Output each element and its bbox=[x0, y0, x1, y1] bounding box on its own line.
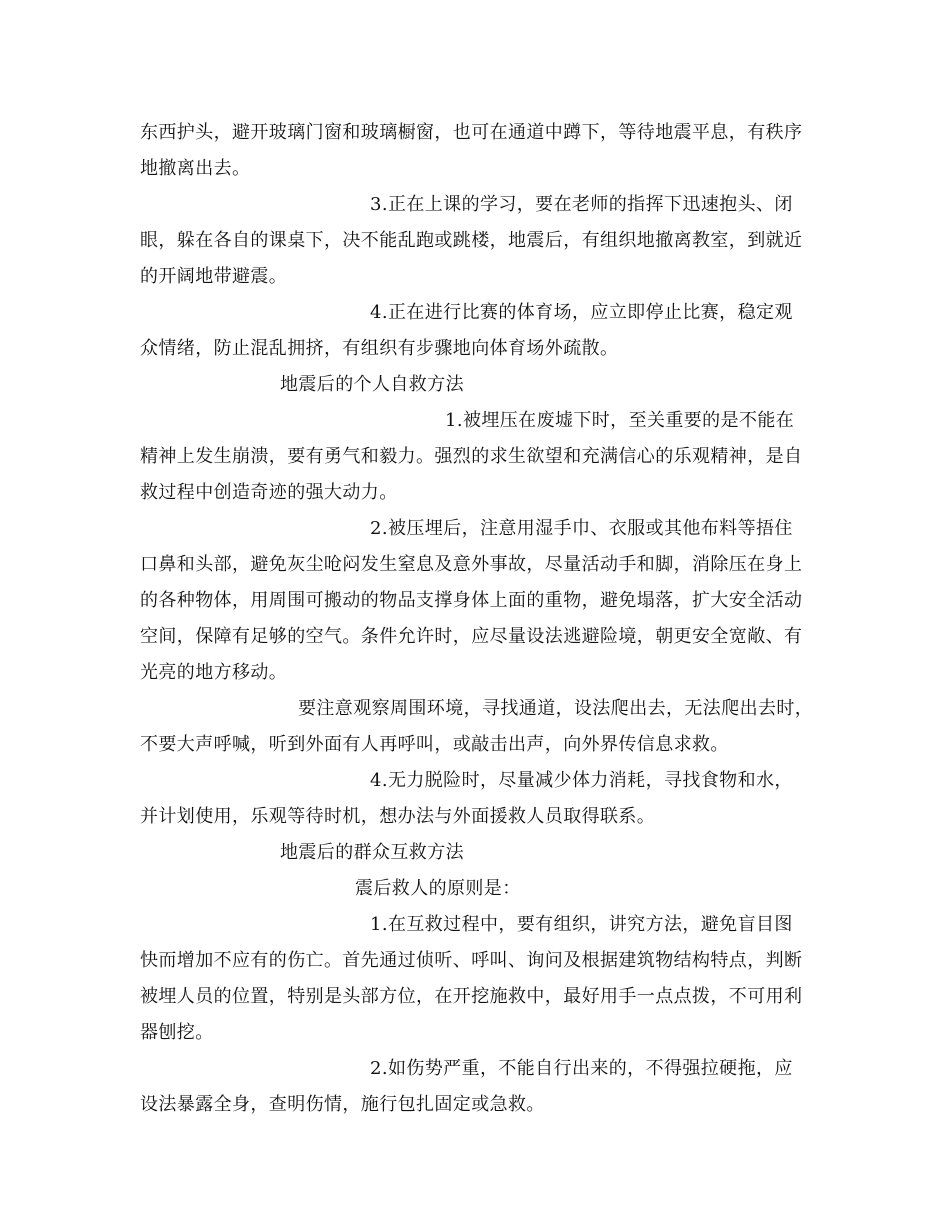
list-item-2: 2.被压埋后，注意用湿手巾、衣服或其他布料等捂住 bbox=[370, 518, 793, 539]
list-item-3: 3.正在上课的学习，要在老师的指挥下迅速抱头、闭 bbox=[370, 194, 793, 215]
list-item-2: 2.如伤势严重，不能自行出来的，不得强拉硬拖，应 bbox=[370, 1058, 793, 1079]
text-line: 器刨挖。 bbox=[140, 1022, 214, 1043]
list-item-4: 4.无力脱险时，尽量减少体力消耗，寻找食物和水， bbox=[370, 770, 793, 791]
text-line: 东西护头，避开玻璃门窗和玻璃橱窗，也可在通道中蹲下，等待地震平息，有秩序 bbox=[140, 122, 803, 143]
text-line: 空间，保障有足够的空气。条件允许时，应尽量设法逃避险境，朝更安全宽敞、有 bbox=[140, 626, 803, 647]
section-heading-self-rescue: 地震后的个人自救方法 bbox=[280, 374, 464, 395]
text-line: 众情绪，防止混乱拥挤，有组织有步骤地向体育场外疏散。 bbox=[140, 338, 619, 359]
text-line: 震后救人的原则是： bbox=[355, 878, 521, 899]
list-item-1: 1.在互救过程中，要有组织，讲究方法，避免盲目图 bbox=[370, 914, 793, 935]
list-item-4: 4.正在进行比赛的体育场，应立即停止比赛，稳定观 bbox=[370, 302, 793, 323]
text-line: 光亮的地方移动。 bbox=[140, 662, 288, 683]
text-line: 设法暴露全身，查明伤情，施行包扎固定或急救。 bbox=[140, 1094, 545, 1115]
text-line: 的各种物体，用周围可搬动的物品支撑身体上面的重物，避免塌落，扩大安全活动 bbox=[140, 590, 803, 611]
text-line: 的开阔地带避震。 bbox=[140, 266, 288, 287]
text-line: 并计划使用，乐观等待时机，想办法与外面援救人员取得联系。 bbox=[140, 806, 656, 827]
text-line: 要注意观察周围环境，寻找通道，设法爬出去，无法爬出去时， bbox=[298, 698, 814, 719]
text-line: 不要大声呼喊，听到外面有人再呼叫，或敲击出声，向外界传信息求救。 bbox=[140, 734, 729, 755]
list-item-1: 1.被埋压在废墟下时，至关重要的是不能在 bbox=[445, 410, 795, 431]
text-line: 精神上发生崩溃，要有勇气和毅力。强烈的求生欲望和充满信心的乐观精神，是自 bbox=[140, 446, 803, 467]
section-heading-mutual-rescue: 地震后的群众互救方法 bbox=[280, 842, 464, 863]
text-line: 救过程中创造奇迹的强大动力。 bbox=[140, 482, 398, 503]
text-line: 眼，躲在各自的课桌下，决不能乱跑或跳楼，地震后，有组织地撤离教室，到就近 bbox=[140, 230, 803, 251]
text-line: 快而增加不应有的伤亡。首先通过侦听、呼叫、询问及根据建筑物结构特点，判断 bbox=[140, 950, 803, 971]
text-line: 口鼻和头部，避免灰尘呛闷发生窒息及意外事故，尽量活动手和脚，消除压在身上 bbox=[140, 554, 803, 575]
text-line: 被埋人员的位置，特别是头部方位，在开挖施救中，最好用手一点点拨，不可用利 bbox=[140, 986, 803, 1007]
text-line: 地撤离出去。 bbox=[140, 158, 251, 179]
